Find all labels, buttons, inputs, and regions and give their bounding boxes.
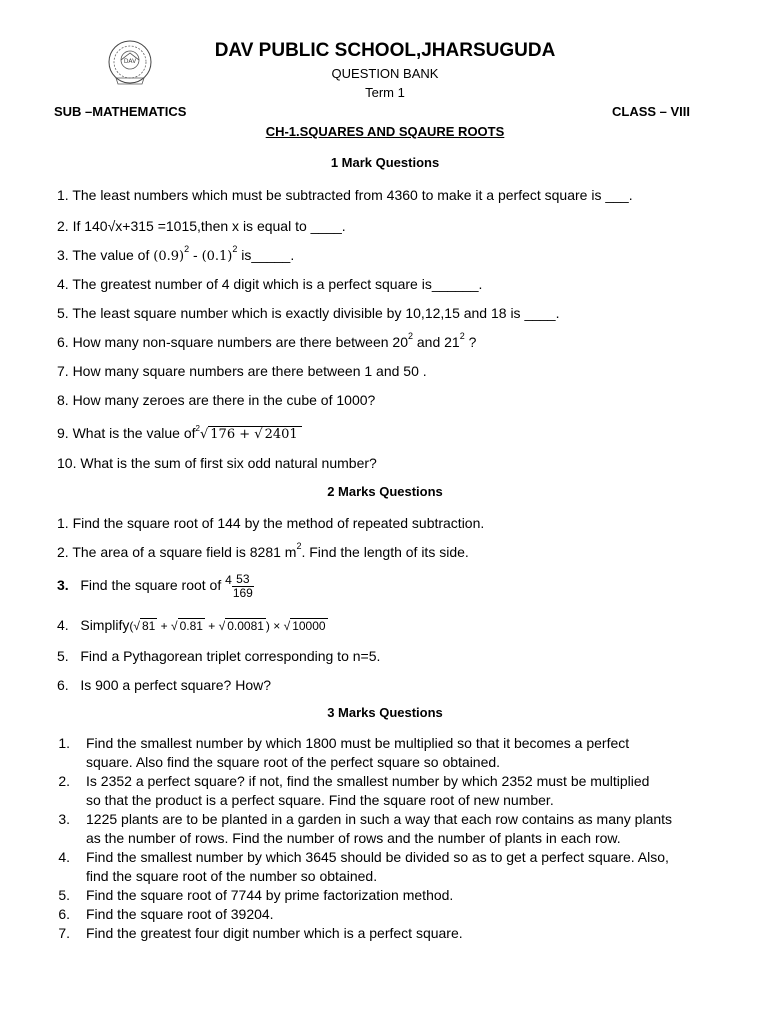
svg-text:DAV: DAV (123, 58, 137, 65)
school-name: DAV PUBLIC SCHOOL,JHARSUGUDA (214, 40, 556, 61)
class-label: CLASS – VIII (612, 104, 691, 119)
subject-label: SUB –MATHEMATICS (54, 104, 187, 119)
s3-question-number: 2. (58, 773, 70, 789)
section-2-title: 2 Marks Questions (327, 484, 443, 499)
s3-question-1-line: Find the smallest number by which 1800 must be multiplied so that it becomes a perfect (86, 735, 630, 751)
s3-question-1-line: square. Also find the square root of the perfect square so obtained. (86, 754, 501, 770)
s2-question-1: 1. Find the square root of 144 by the method of repeated subtraction. (57, 515, 485, 531)
s3-question-5-line: Find the square root of 7744 by prime factorization method. (86, 887, 454, 903)
s1-question-9: 9. What is the value $of^2√$ 176 + √ 2401 (57, 425, 302, 444)
s3-question-number: 1. (58, 735, 70, 751)
s3-question-2-line: Is 2352 a perfect square? if not, find the smallest number by which 2352 must be multiplied (86, 773, 650, 789)
mixed-fraction: $\frac{53}{169}$ (232, 571, 253, 600)
s1-question-10: 10. What is the sum of first six odd natural number? (57, 455, 377, 471)
s1-question-7: 7. How many square numbers are there between 1 and 50 . (57, 363, 427, 379)
s3-question-number: 3. (58, 811, 70, 827)
s3-question-number: 5. (58, 887, 70, 903)
s3-question-7-line: Find the greatest four digit number which is a perfect square. (86, 925, 463, 941)
s1-question-2: 2. If 140√x+315 =1015,then x is equal to ____. (57, 218, 346, 234)
s2-question-5: 5. Find a Pythagorean triplet corresponding to n=5. (57, 648, 381, 664)
s1-question-4: 4. The greatest number of 4 digit which is a perfect square is______. (57, 276, 483, 292)
s3-question-2-line: so that the product is a perfect square. Find the square root of new number. (86, 792, 554, 808)
document-type: QUESTION BANK (331, 66, 439, 81)
term-label: Term 1 (365, 85, 405, 100)
s3-question-4-line: Find the smallest number by which 3645 should be divided so as to get a perfect square. Also, (86, 849, 669, 865)
s2-question-6: 6. Is 900 a perfect square? How? (57, 677, 272, 693)
s1-question-1: 1. The least numbers which must be subtracted from 4360 to make it a perfect square is ___. (57, 187, 633, 203)
s1-question-5: 5. The least square number which is exactly divisible by 10,12,15 and 18 is ____. (57, 305, 560, 321)
s1-question-3: 3. The value of $(0.9)^2 - (0.1)^2$ is_____. (57, 244, 295, 264)
s3-question-6-line: Find the square root of 39204. (86, 906, 274, 922)
s2-question-4: 4. Simplify(√ 81 + √ 0.81 + √ 0.0081 ) × √ 10000 (57, 617, 326, 633)
s1-question-6: 6. How many non-square numbers are there between $20^2$ and $21^2$ ? (57, 331, 477, 350)
s3-question-4-line: find the square root of the number so obtained. (86, 868, 378, 884)
s3-question-3-line: 1225 plants are to be planted in a garden in such a way that each row contains as many plants (86, 811, 673, 827)
s2-question-3: 3. Find the square root of 4 $\frac{53}{169}$ (57, 571, 253, 600)
section-3-title: 3 Marks Questions (327, 705, 443, 720)
s3-question-number: 4. (58, 849, 70, 865)
section-1-title: 1 Mark Questions (330, 155, 440, 170)
s3-question-number: 7. (58, 925, 70, 941)
s2-question-2: 2. The area of a square field is 8281 $m^2$. Find the length of its side. (57, 541, 469, 560)
chapter-title: CH-1.SQUARES AND SQAURE ROOTS (265, 124, 505, 139)
s3-question-number: 6. (58, 906, 70, 922)
s1-question-8: 8. How many zeroes are there in the cube of 1000? (57, 392, 376, 408)
s3-question-3-line: as the number of rows. Find the number of rows and the number of plants in each row. (86, 830, 621, 846)
